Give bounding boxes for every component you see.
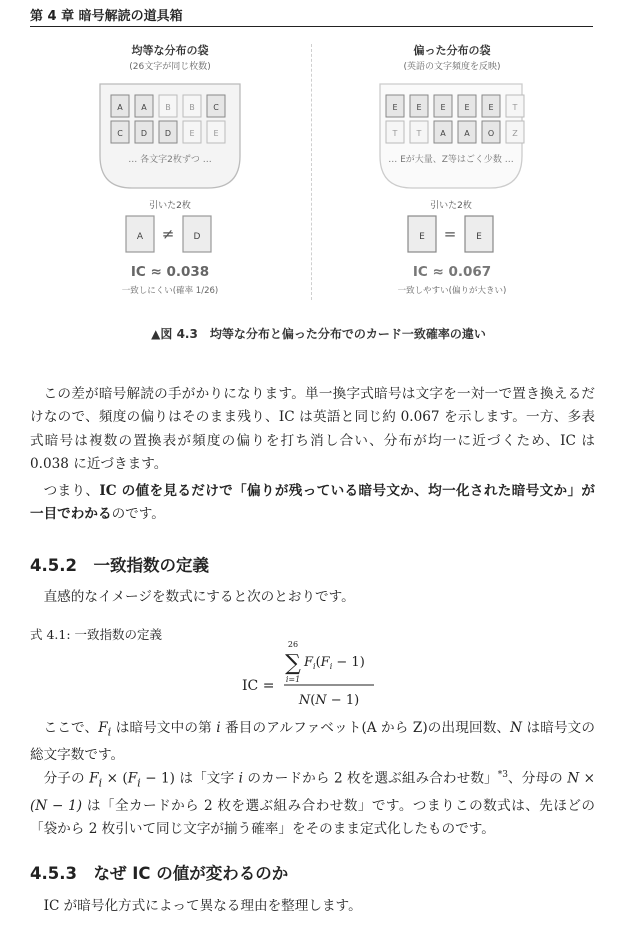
right-bag-card-letter: E (464, 103, 470, 112)
right-bag-card-letter: T (392, 129, 398, 138)
section-4-5-2-heading: 4.5.2 一致指数の定義 (30, 556, 209, 575)
figure-divider (311, 44, 312, 300)
right-ic-note: 一致しやすい(偏りが大きい) (397, 286, 507, 296)
paragraph-3: 直感的なイメージを数式にすると次のとおりです。 (43, 589, 355, 605)
chapter-header (30, 8, 593, 27)
paragraph-1 (30, 383, 595, 477)
eq-sum-bottom: i=1 (285, 675, 301, 684)
eq-numerator: $F_i(F_i - 1)$ (304, 655, 365, 671)
left-title: 均等な分布の袋 (131, 44, 209, 57)
figure-4-3 (90, 38, 550, 308)
p4-N: N (510, 720, 523, 736)
chapter-title: 第 4 章 暗号解読の道具箱 (30, 9, 183, 24)
p4-i-sub: i (107, 724, 112, 739)
section-4-5-3-heading: 4.5.3 なぜ IC の値が変わるのか (30, 864, 289, 883)
p5-t6: は「全カードから 2 枚を選ぶ組み合わせ数」です。つまりこの数式は、先ほどの「袋から 2 枚引いて同じ文字が揃う確率」をそのまま定式化したものです。 (30, 797, 595, 838)
left-bag-card-letter: E (189, 129, 195, 138)
eq-sum-top: 26 (287, 640, 299, 649)
left-bag-card-letter: B (165, 103, 171, 112)
right-bag-card-letter: T (512, 103, 518, 112)
right-bag-card-letter: E (392, 103, 398, 112)
left-bag-card-letter: D (140, 129, 148, 138)
paragraph-2-bold: IC の値を見るだけで「偏りが残っている暗号文か、均一化された暗号文か」が一目でわかる (30, 483, 596, 523)
p5-expr2: N × (N − 1) (30, 770, 595, 814)
right-bag-card-letter: Z (512, 129, 518, 138)
right-title: 偏った分布の袋 (413, 44, 491, 57)
paragraph-6: IC が暗号化方式によって異なる理由を整理します。 (43, 898, 362, 914)
left-relation: ≠ (161, 225, 175, 243)
eq-denominator: N(N − 1) (298, 693, 360, 708)
right-bag-card-letter: E (416, 103, 422, 112)
right-bag-note: … Eが大量、Z等はごく少数 … (388, 155, 514, 165)
right-bag-card-letter: T (416, 129, 422, 138)
left-bag-card-letter: A (141, 103, 147, 112)
left-bag-card-letter: C (213, 103, 219, 112)
p5-t1: 分子の (43, 770, 90, 787)
paragraph-2-pre: つまり、 (43, 483, 100, 499)
right-drawn-label: 引いた2枚 (430, 201, 472, 211)
left-ic-value: IC ≈ 0.038 (130, 264, 210, 280)
p5-t3: − 1) は「文字 (140, 770, 239, 787)
paragraph-4 (30, 717, 595, 768)
right-relation: = (443, 225, 457, 243)
equation-label: 式 4.1: 一致指数の定義 (30, 627, 163, 642)
left-drawn-card-2-letter: D (193, 232, 201, 242)
right-ic-value: IC ≈ 0.067 (412, 264, 492, 280)
right-bag-card-letter: A (440, 129, 446, 138)
right-bag-card-letter: E (440, 103, 446, 112)
p4-t1: ここで、 (43, 720, 99, 736)
p4-i: i (216, 720, 221, 736)
right-bag-card-letter: E (488, 103, 494, 112)
left-bag-card-letter: C (117, 129, 123, 138)
left-bag-note: … 各文字2枚ずつ … (128, 155, 212, 165)
p5-t2: × ( (102, 770, 128, 787)
p4-t3: 番目のアルファベット(A から Z)の出現回数、 (220, 720, 511, 736)
p4-F: F (98, 720, 108, 736)
right-drawn-card-1-letter: E (419, 232, 425, 242)
left-bag-card-letter: D (164, 129, 172, 138)
p5-F1: F (89, 770, 99, 787)
right-subtitle: (英語の文字頻度を反映) (403, 62, 501, 72)
p5-t5: 、分母の (507, 770, 568, 787)
equation-4-1 (242, 638, 402, 708)
figure-caption: ▲図 4.3 均等な分布と偏った分布でのカード一致確率の違い (151, 327, 486, 341)
paragraph-1-text: この差が暗号解読の手がかりになります。単一換字式暗号は文字を一対一で置き換えるだけなので、頻度の偏りはそのまま残り、IC は英語と同じ約 0.067 を示します。一方、多表式暗号は複数の置換表が頻度の偏りを打ち消し合い、分布が均一に近づくため、IC は 0.038 に近づきます。 (30, 386, 595, 473)
left-bag-card-letter: A (117, 103, 123, 112)
left-bag-card-letter: E (213, 129, 219, 138)
p4-t2: は暗号文中の第 (111, 720, 217, 736)
eq-lhs: IC = (242, 678, 275, 694)
p5-t4: のカードから 2 枚を選ぶ組み合わせ数」 (242, 770, 498, 787)
right-bag-card-letter: A (464, 129, 470, 138)
left-bag-card-letter: B (189, 103, 195, 112)
paragraph-2-post: のです。 (111, 506, 165, 523)
eq-sum-sign: ∑ (285, 651, 301, 676)
left-drawn-label: 引いた2枚 (149, 201, 191, 211)
right-bag-card-letter: O (487, 129, 495, 138)
left-subtitle: (26文字が同じ枚数) (129, 62, 211, 72)
left-ic-note: 一致しにくい(確率 1/26) (121, 286, 219, 296)
left-drawn-card-1-letter: A (136, 232, 144, 242)
right-drawn-card-2-letter: E (476, 232, 482, 242)
footnote-ref-3[interactable]: *3 (497, 770, 508, 780)
paragraph-5: 分子の $F_i \times (F_i - 1)$ は「文字 i のカードから 2 枚を選ぶ組み合わせ数」$^{*3}$、分母の N × (N − 1) は「全カードから 2 枚を選ぶ組み合わせ数」です。つまりこの数式は、先ほどの「袋から 2 枚引いて同じ文字が揃う確率」をそのまま定式化したものです。 (30, 770, 595, 838)
p4-t4: は暗号文の総文字数です。 (30, 720, 595, 764)
paragraph-2 (30, 480, 595, 527)
